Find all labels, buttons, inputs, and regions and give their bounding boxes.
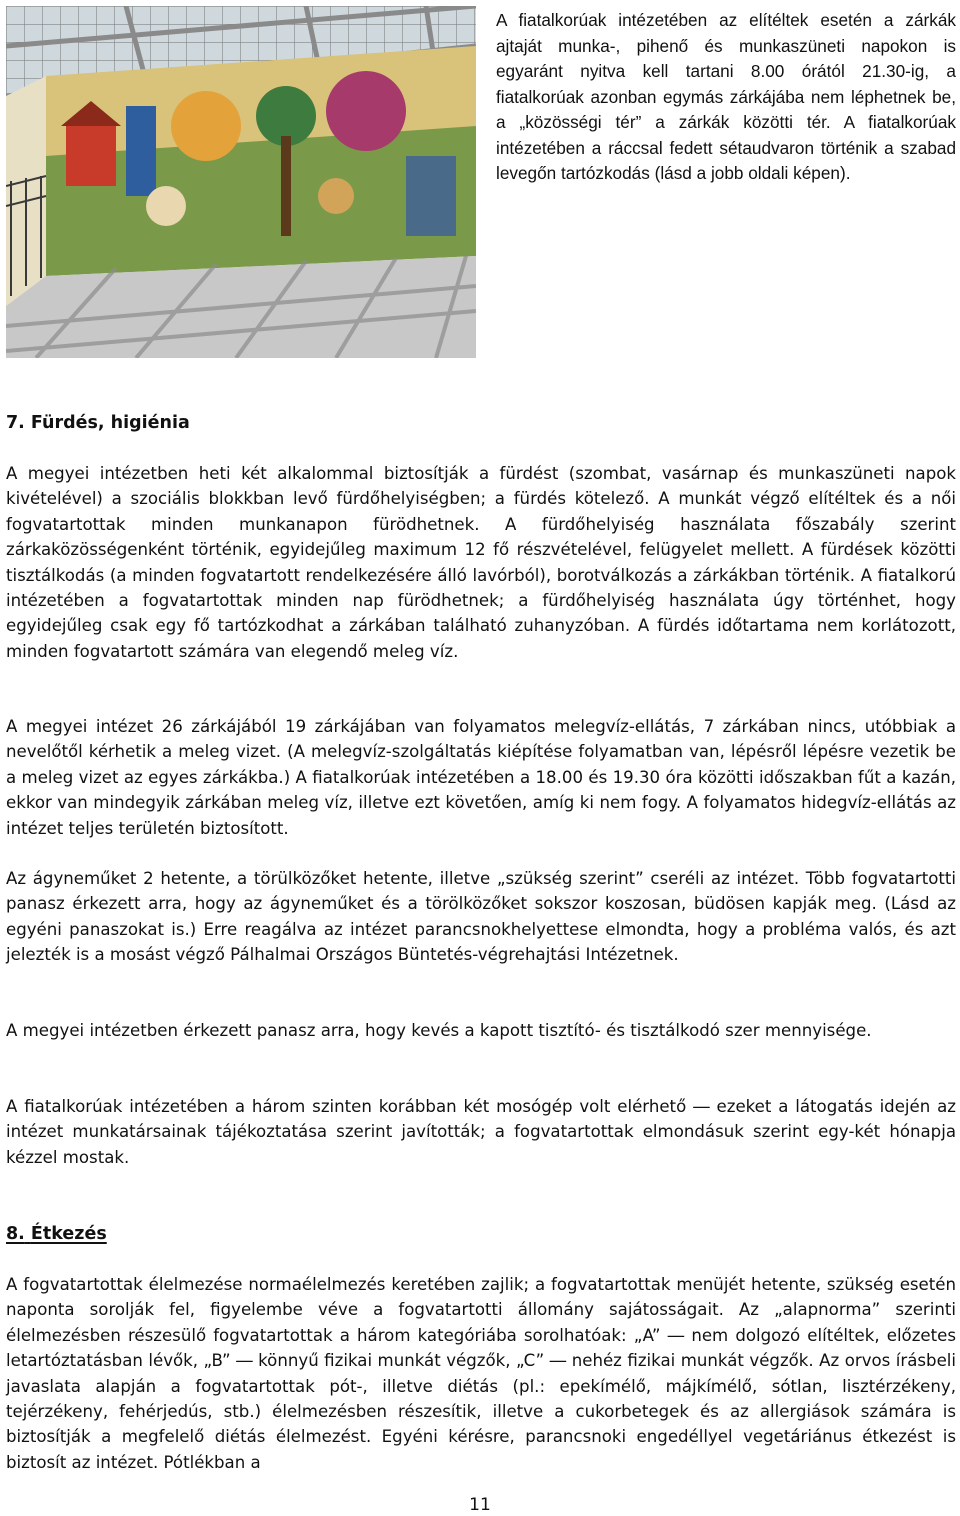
section-7-paragraph: Az ágyneműket 2 hetente, a törülközőket hetente, illetve „szükség szerint” cseréli az intézet. Több fogvatartotti panasz érkezett arra, hogy az ágyneműket és a törölközőket sokszor koszosan, büdösen kapják meg. (Lásd az egyéni panaszokat is.) Erre reagálva az intézet parancsnokhelyettese elmondta, hogy a probléma valós, és azt jelezték is a mosást végző Pálhalmai Országos Büntetés-végrehajtási Intézetnek.: [6, 869, 956, 965]
photo-caption-text: A fiatalkorúak intézetében az elítéltek esetén a zárkák ajtaját munka-, pihenő és munkaszüneti napokon is egyaránt nyitva kell tartani 8.00 órától 21.30-ig, a fiatalkorúak azonban egymás zárkájába nem léphetnek be, a „közösségi tér” a zárkák közötti tér. A fiatalkorúak intézetében a ráccsal fedett sétaudvaron történik a szabad levegőn tartózkodás (lásd a jobb oldali képen).: [496, 10, 956, 183]
section-7-paragraph: A megyei intézetben érkezett panasz arra, hogy kevés a kapott tisztító- és tisztálkodó szer mennyisége.: [6, 1021, 872, 1040]
section-8-heading: [6, 1222, 107, 1246]
section-7-paragraph: A megyei intézetben heti két alkalommal biztosítják a fürdést (szombat, vasárnap és munkaszüneti napok kivételével) a szociális blokkban levő fürdőhelyiségben; a fürdés kötelező. A munkát végző elítéltek és a női fogvatartottak minden munkanapon fürödhetnek. A fürdőhelyiség használata főszabály szerint zárkaközösségenként történik, egyidejűleg maximum 12 fő részvételével, felügyelet mellett. A fürdések közötti tisztálkodás (a minden fogvatartott rendelkezésére álló lavórból), borotválkozás a zárkákban történik. A fiatalkorú intézetében a fogvatartottak minden nap fürödhetnek; a fürdőhelyiség használata úgy történhet, hogy egyidejűleg csak egy fő tartózkodhat a zárkában található zuhanyzóban. A fürdés időtartama nem korlátozott, minden fogvatartott számára van elegendő meleg víz.: [6, 464, 956, 661]
section-8-paragraph: A fogvatartottak élelmezése normaélelmezés keretében zajlik; a fogvatartottak menüjét hetente, szükség esetén naponta sorolják fel, figyelembe véve a fogvatartotti állomány sajátosságait. Az „alapnorma” szerinti élelmezésben részesülő fogvatartottak a három kategóriába sorolhatóak: „A” ― nem dolgozó elítéltek, előzetes letartóztatásban lévők, „B” ― könnyű fizikai munkát végzők, „C” ― nehéz fizikai munkát végzők. Az orvos írásbeli javaslata alapján a fogvatartottak pót-, illetve diétás (pl.: epekímélő, májkímélő, sótlan, lisztérzékeny, tejérzékeny, fehérjedús, stb.) élelmezésben részesítik, illetve a cukorbetegek és az allergiások számára is biztosítják a megfelelő diétás élelmezést. Egyéni kérésre, parancsnoki engedéllyel vegetáriánus étkezést is biztosít az intézet. Pótlékban a: [6, 1275, 956, 1472]
section-8-number: 8.: [6, 1224, 25, 1244]
courtyard-illustration: [6, 6, 476, 358]
section-8-title: Étkezés: [30, 1224, 107, 1244]
section-7-heading: 7. Fürdés, higiénia: [6, 413, 190, 433]
section-7-paragraph: A fiatalkorúak intézetében a három szinten korábban két mosógép volt elérhető ― ezeket a látogatás idején az intézet munkatársainak tájékoztatása szerint javították; a fogvatartottak elmondásuk szerint egy-két hónapja kézzel mostak.: [6, 1097, 956, 1167]
section-7-paragraph: A megyei intézet 26 zárkájából 19 zárkájában van folyamatos melegvíz-ellátás, 7 zárkában nincs, utóbbiak a nevelőtől kérhetik a meleg vizet. (A melegvíz-szolgáltatás kiépítése folyamatban van, lépésről lépésre vezetik be a meleg vizet az egyes zárkákba.) A fiatalkorúak intézetében a 18.00 és 19.30 óra közötti időszakban fűt a kazán, ekkor van mindegyik zárkában meleg víz, illetve ezt követően, amíg ki nem fogy. A folyamatos hidegvíz-ellátás az intézet teljes területén biztosított.: [6, 717, 956, 838]
page-number: 11: [469, 1495, 491, 1515]
courtyard-photo: [6, 6, 476, 358]
